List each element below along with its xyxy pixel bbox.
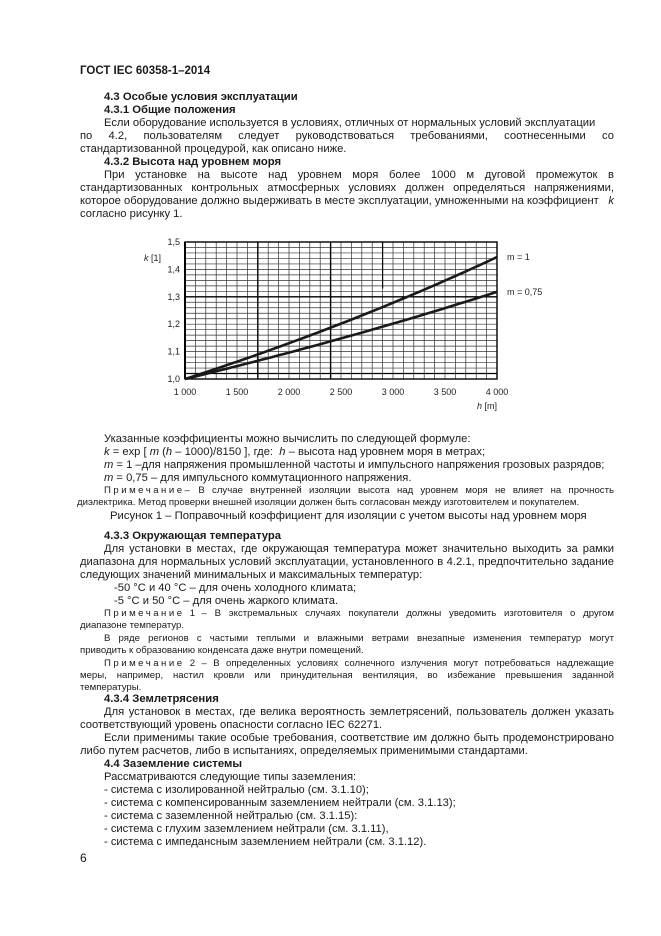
k-symbol: k [608, 195, 614, 207]
paragraph-line: В ряде регионов с частыми теплыми и влажными ветрами внезапные изменения температур могут [104, 633, 614, 644]
x-tick-label: 2 000 [277, 387, 301, 397]
paragraph-line: стандартизованных контрольных атмосферных условиях должен определяться напряжениями, [80, 182, 614, 194]
paragraph-text: которое оборудование должно выдерживать в месте эксплуатации, умноженными на коэффициент [80, 195, 599, 207]
y-axis-label: k [1] [144, 253, 162, 263]
temperature-note-2 [104, 658, 614, 671]
list-item: - система с глухим заземлением нейтрали (см. 3.1.11), [104, 823, 389, 835]
paragraph-line: Для установок в местах, где велика вероятность землетрясений, пользователь должен указать [104, 706, 614, 718]
y-tick-label: 1,0 [167, 374, 180, 384]
paragraph-line: Для установки в местах, где окружающая температура может значительно выходить за рамки [104, 543, 614, 555]
paragraph-line: диапазона для нормальных условий эксплуатации, установленного в 4.2.1, предпочтительно задание [80, 556, 614, 568]
note-continued: температуры. [80, 682, 142, 693]
section-4-3-3-heading: 4.3.3 Окружающая температура [104, 530, 282, 542]
x-tick-label: 1 000 [173, 387, 197, 397]
section-4-4-heading: 4.4 Заземление системы [104, 758, 242, 770]
x-tick-label: 3 500 [433, 387, 457, 397]
altitude-correction-chart [130, 230, 590, 420]
y-tick-label: 1,1 [167, 346, 180, 357]
paragraph-line: Если применимы такие особые требования, соответствие им должно быть продемонстрировано [104, 732, 614, 744]
paragraph-line: приводить к образованию конденсата даже внутри помещений. [80, 645, 364, 656]
list-item: - система с компенсированным заземлением нейтрали (см. 3.1.13); [104, 797, 456, 809]
paragraph-line: по 4.2, пользователям следует руководствоваться требованиями, соотнесенными со [80, 130, 614, 142]
series-label: m = 1 [507, 252, 530, 263]
chart-grid [185, 242, 497, 379]
paragraph-line: При установке на высоте над уровнем моря более 1000 м дуговой промежуток в [104, 169, 614, 181]
list-item: -50 °C и 40 °C – для очень холодного климата; [114, 582, 357, 594]
paragraph-line: следующих значений минимальных и максимальных температур: [80, 569, 423, 581]
paragraph-line [80, 195, 614, 208]
paragraph-line: соответствующий уровень опасности согласно IEC 62271. [80, 719, 383, 731]
m1-text: = 1 –для напряжения промышленной частоты и импульсного напряжения грозовых разрядов; [113, 459, 605, 471]
m075-text: = 0,75 – для импульсного коммутационного напряжения. [113, 472, 412, 484]
series-label: m = 0,75 [507, 286, 543, 297]
section-4-3-4-heading: 4.3.4 Землетрясения [104, 693, 219, 705]
note-label: Примечание 1 [104, 608, 198, 619]
list-item: - система с изолированной нейтралью (см. 3.1.10); [104, 784, 369, 796]
figure-note [104, 485, 614, 498]
list-item: - система с импедансным заземлением нейтрали (см. 3.1.12). [104, 836, 427, 848]
list-item: -5 °C и 50 °C – для очень жаркого климата. [114, 595, 339, 607]
section-4-3-1-heading: 4.3.1 Общие положения [104, 104, 236, 116]
note-continued: меры, например, настил кровли или принудительная вентиляция, во избежание превышения заданной [80, 670, 614, 681]
formula: k = exp [ m (h – 1000)/8150 ], где: h – высота над уровнем моря в метрах; [104, 446, 486, 458]
m1-definition: m = 1 –для напряжения промышленной частоты и импульсного напряжения грозовых разрядов; [104, 459, 605, 471]
grounding-intro: Рассматриваются следующие типы заземления: [104, 771, 357, 783]
y-tick-label: 1,2 [167, 319, 180, 330]
x-tick-label: 1 500 [225, 387, 249, 397]
document-header: ГОСТ IEC 60358-1–2014 [80, 65, 211, 77]
paragraph-line: согласно рисунку 1. [80, 208, 183, 220]
x-tick-label: 3 000 [381, 387, 405, 397]
page-number: 6 [80, 851, 87, 865]
y-tick-label: 1,3 [167, 291, 180, 302]
section-4-3-heading: 4.3 Особые условия эксплуатации [104, 91, 298, 103]
figure-note-continued: диэлектрика. Метод проверки внешней изоляции должен быть согласован между изготовителем и покупателем. [77, 497, 580, 508]
temperature-note-1 [104, 608, 614, 621]
note-text: В случае внутренней изоляции высота над уровнем моря не влияет на прочность [198, 485, 614, 496]
x-tick-label: 2 500 [329, 387, 353, 397]
formula-intro: Указанные коэффициенты можно вычислить по следующей формуле: [104, 433, 471, 445]
paragraph-line: Если оборудование используется в условиях, отличных от нормальных условий эксплуатации [104, 117, 596, 129]
note-text: – В определенных условиях солнечного излучения могут потребоваться надлежащие [201, 658, 614, 669]
x-axis-label: h [m] [477, 401, 498, 411]
note-text: – В экстремальных случаях покупатели должны уведомить изготовителя о другом [201, 608, 614, 619]
figure-caption: Рисунок 1 – Поправочный коэффициент для изоляции с учетом высоты над уровнем моря [110, 510, 587, 522]
note-label: Примечание 2 [104, 658, 198, 669]
m075-definition: m = 0,75 – для импульсного коммутационного напряжения. [104, 472, 412, 484]
note-label: Примечание– [104, 485, 193, 496]
y-tick-label: 1,5 [167, 237, 180, 247]
note-continued: диапазоне температур. [80, 620, 185, 631]
x-tick-label: 4 000 [485, 387, 509, 397]
paragraph-line: либо путем расчетов, либо в испытаниях, определяемых применимыми стандартами. [80, 745, 528, 757]
paragraph-line: стандартизованной процедурой, как описано ниже. [80, 143, 347, 155]
list-item: - система с заземленной нейтралью (см. 3.1.15): [104, 810, 358, 822]
section-4-3-2-heading: 4.3.2 Высота над уровнем моря [104, 156, 282, 168]
y-tick-label: 1,4 [167, 264, 180, 275]
